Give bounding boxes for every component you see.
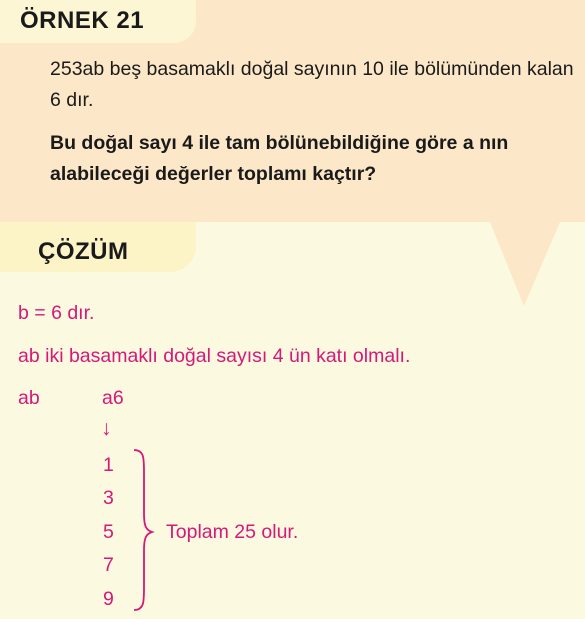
label-ab: ab <box>18 387 40 409</box>
down-arrow: ↓ <box>101 417 112 440</box>
example-title: ÖRNEK 21 <box>20 7 145 34</box>
value-5: 5 <box>103 521 114 543</box>
solution-title: ÇÖZÜM <box>38 238 129 265</box>
solution-line-2: ab iki basamaklı doğal sayısı 4 ün katı olmalı. <box>18 345 411 367</box>
question-statement: Bu doğal sayı 4 ile tam bölünebildiğine göre a nın alabileceği değerler toplamı kaçtır? <box>50 132 509 185</box>
speech-pointer <box>490 222 560 308</box>
label-a6: a6 <box>102 387 124 409</box>
problem-statement: 253ab beş basamaklı doğal sayının 10 ile bölümünden kalan 6 dır. <box>50 58 574 111</box>
right-brace <box>132 448 156 612</box>
value-9: 9 <box>103 588 114 610</box>
total-text: Toplam 25 olur. <box>166 521 299 543</box>
value-3: 3 <box>103 487 114 509</box>
value-7: 7 <box>103 554 114 576</box>
value-1: 1 <box>103 454 114 476</box>
solution-line-1: b = 6 dır. <box>18 302 95 324</box>
